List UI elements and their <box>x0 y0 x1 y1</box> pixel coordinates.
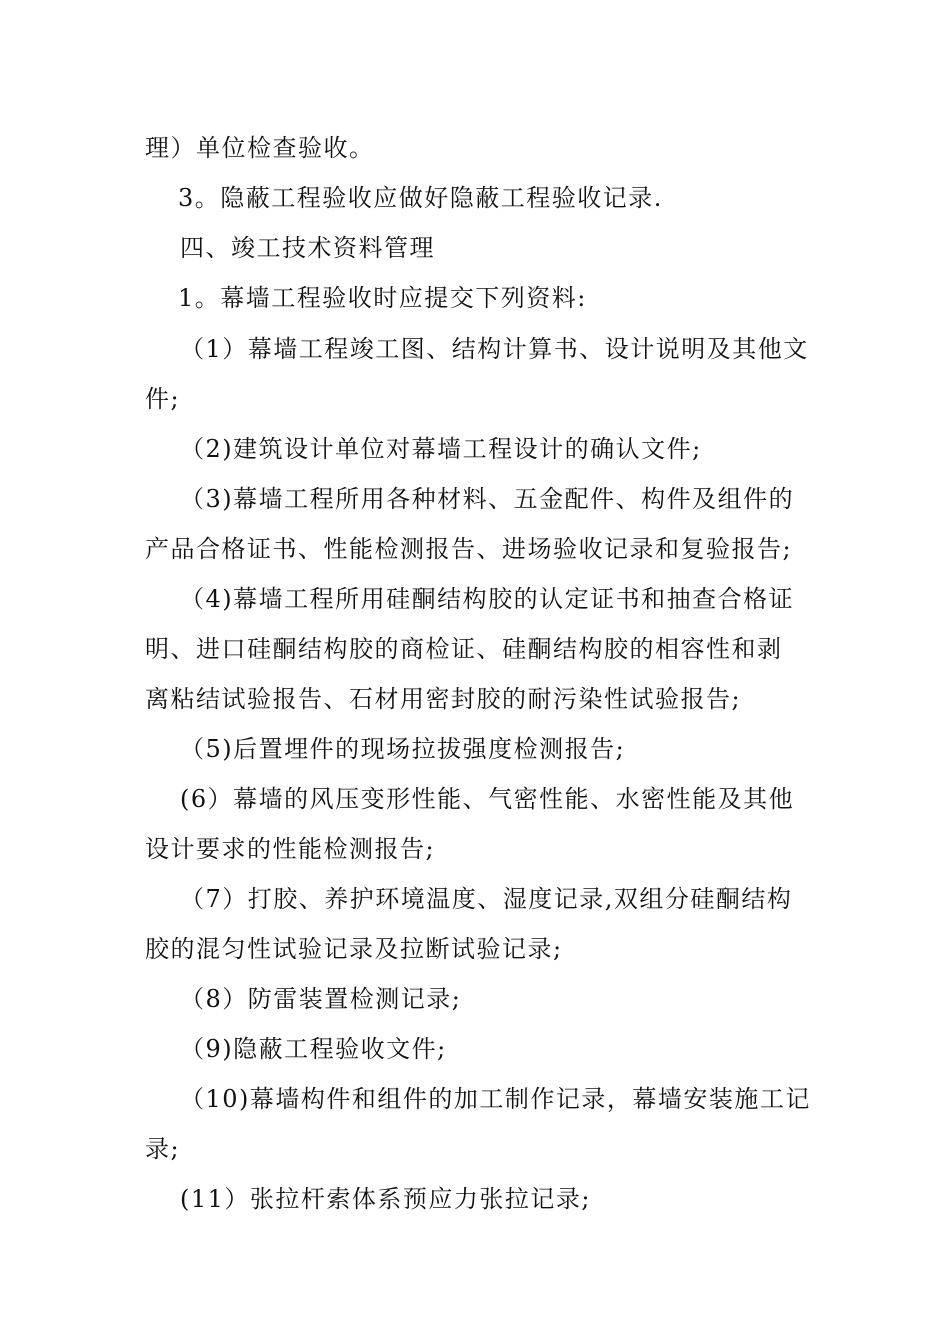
text-line: 胶的混匀性试验记录及拉断试验记录; <box>145 935 563 963</box>
list-item: (11）张拉杆索体系预应力张拉记录; <box>180 1185 591 1213</box>
list-item: （7）打胶、养护环境温度、湿度记录,双组分硅酮结构 <box>180 885 793 913</box>
text-line: 件; <box>145 385 181 413</box>
text-line: 录; <box>145 1135 181 1163</box>
list-item: （9)隐蔽工程验收文件; <box>180 1035 447 1063</box>
list-item: （2)建筑设计单位对幕墙工程设计的确认文件; <box>180 435 702 463</box>
text-line: 理）单位检查验收。 <box>145 134 375 162</box>
text-line: 离粘结试验报告、石材用密封胶的耐污染性试验报告; <box>145 685 742 713</box>
text-line: 1。幕墙工程验收时应提交下列资料: <box>178 284 587 312</box>
list-item: （1）幕墙工程竣工图、结构计算书、设计说明及其他文 <box>180 335 809 363</box>
list-item: （10)幕墙构件和组件的加工制作记录，幕墙安装施工记 <box>180 1085 811 1113</box>
text-line: 3。隐蔽工程验收应做好隐蔽工程验收记录. <box>178 184 663 212</box>
section-heading: 四、竣工技术资料管理 <box>180 234 435 262</box>
list-item: （4)幕墙工程所用硅酮结构胶的认定证书和抽查合格证 <box>180 585 795 613</box>
list-item: （5)后置埋件的现场拉拔强度检测报告; <box>180 735 626 763</box>
list-item: （8）防雷装置检测记录; <box>180 985 462 1013</box>
text-line: 产品合格证书、性能检测报告、进场验收记录和复验报告; <box>145 535 793 563</box>
text-line: 设计要求的性能检测报告; <box>145 835 436 863</box>
list-item: （3)幕墙工程所用各种材料、五金配件、构件及组件的 <box>180 485 795 513</box>
text-line: 明、进口硅酮结构胶的商检证、硅酮结构胶的相容性和剥 <box>145 635 783 663</box>
list-item: (6）幕墙的风压变形性能、气密性能、水密性能及其他 <box>180 785 795 813</box>
